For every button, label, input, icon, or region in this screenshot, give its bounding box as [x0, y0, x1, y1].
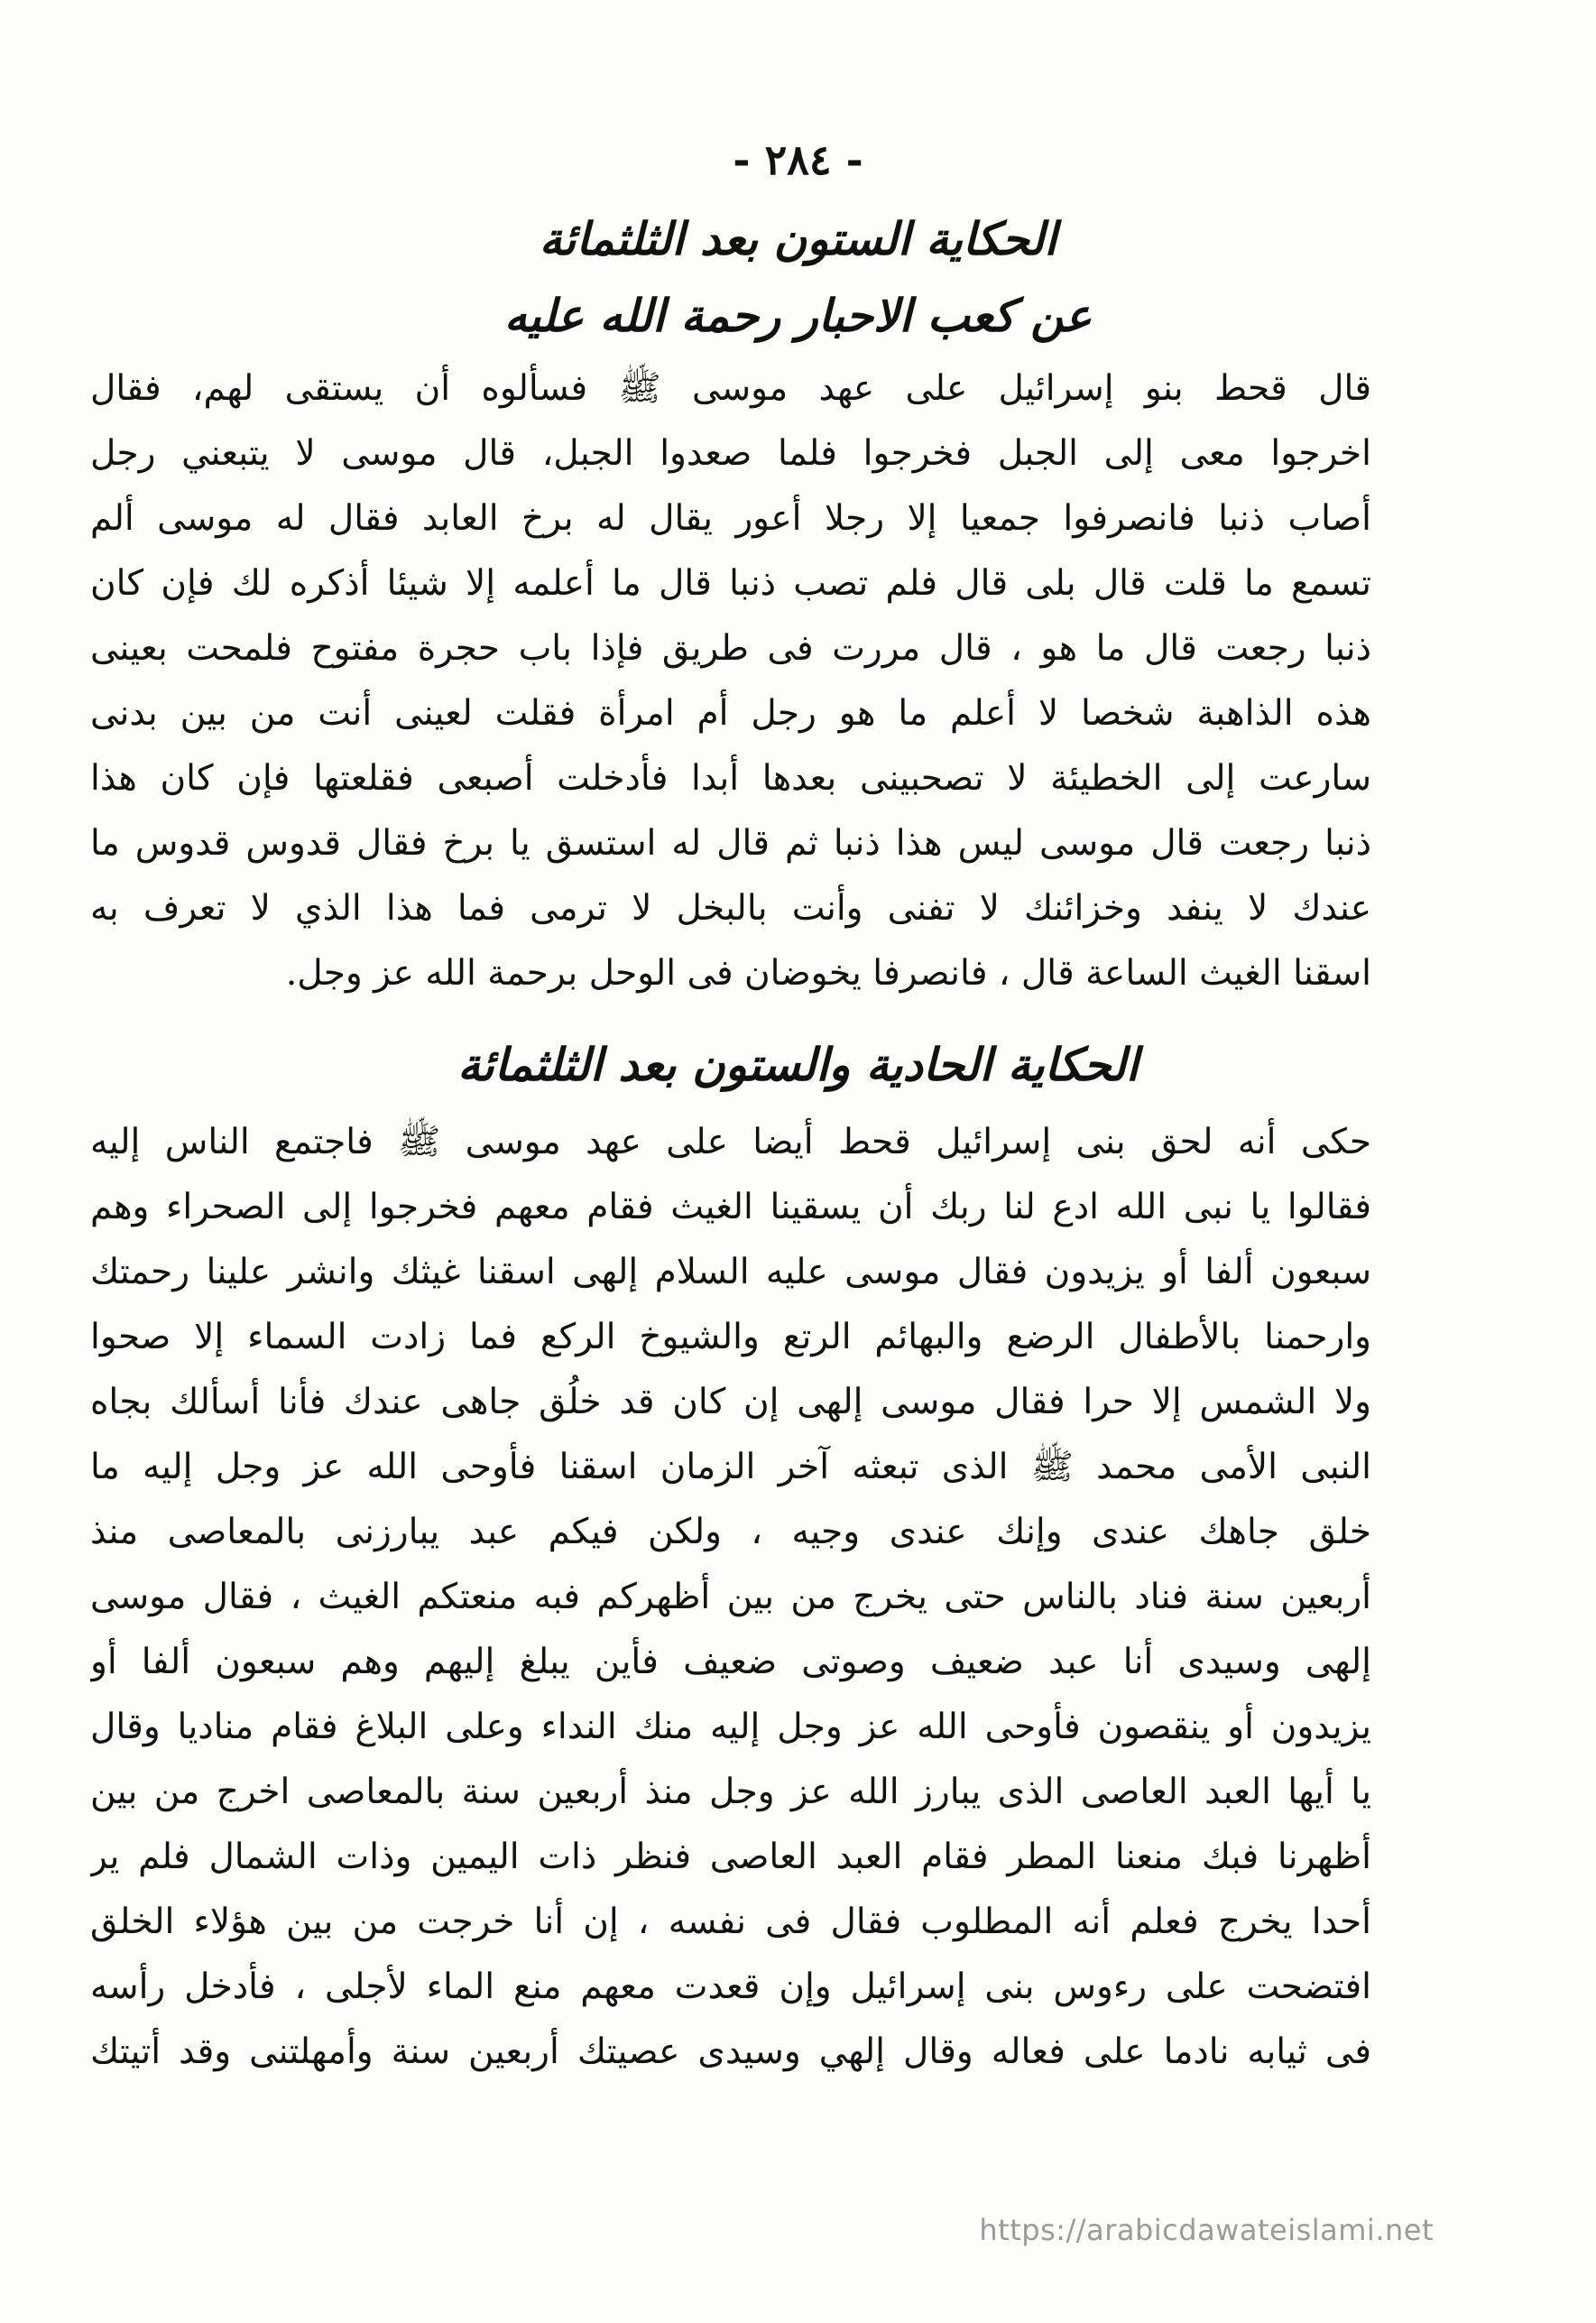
text-line: سبعون ألفا أو يزيدون فقال موسى عليه السلام إلهى اسقنا غيثك وانشر علينا رحمتك [90, 1252, 1371, 1292]
story-61-title: الحكاية الحادية والستون بعد الثلثمائة [457, 1039, 1139, 1091]
text-line: قال قحط بنو إسرائيل على عهد موسى ﷺ فسألوه أن يستقى لهم، فقال [90, 368, 1371, 409]
text-line: أربعين سنة فناد بالناس حتى يخرج من بين أظهركم فبه منعتكم الغيث ، فقال موسى [90, 1577, 1371, 1617]
story-61-body [90, 1110, 1371, 2085]
text-line: يزيدون أو ينقصون فأوحى الله عز وجل إليه منك النداء وعلى البلاغ فقام مناديا وقال [90, 1707, 1371, 1747]
text-line: عندك لا ينفد وخزائنك لا تفنى وأنت بالبخل لا ترمى فما هذا الذي لا تعرف به [90, 888, 1371, 929]
text-line: ذنبا رجعت قال موسى ليس هذا ذنبا ثم قال له استسق يا برخ فقال قدوس قدوس ما [90, 823, 1371, 864]
text-line: وارحمنا بالأطفال الرضع والبهائم الرتع والشيوخ الركع فما زادت السماء إلا صحوا [90, 1317, 1371, 1357]
text-line: اخرجوا معى إلى الجبل فخرجوا فلما صعدوا الجبل، قال موسى لا يتبعني رجل [90, 433, 1371, 474]
text-line: اسقنا الغيث الساعة قال ، فانصرفا يخوضان فى الوحل برحمة الله عز وجل. [285, 953, 1371, 994]
text-line: افتضحت على رءوس بنى إسرائيل وإن قعدت معهم منع الماء لأجلى ، فأدخل رأسه [90, 1967, 1371, 2007]
text-line: أظهرنا فبك منعنا المطر فقام العبد العاصى فنظر ذات اليمين وذات الشمال فلم ير [90, 1837, 1371, 1877]
text-line: ولا الشمس إلا حرا فقال موسى إلهى إن كان قد خلُق جاهى عندك فأنا أسألك بجاه [90, 1382, 1371, 1422]
text-line: يا أيها العبد العاصى الذى يبارز الله عز وجل منذ أربعين سنة بالمعاصى اخرج من بين [90, 1772, 1371, 1812]
text-line: سارعت إلى الخطيئة لا تصحبينى بعدها أبدا فأدخلت أصبعى فقلعتها فإن كان هذا [90, 758, 1371, 799]
page-number: - ٢٨٤ - [733, 135, 863, 184]
text-line: إلهى وسيدى أنا عبد ضعيف وصوتى ضعيف فأين يبلغ إليهم وهم سبعون ألفا أو [90, 1642, 1371, 1682]
story-60-body [90, 356, 1371, 1006]
watermark-url: https://arabicdawateislami.net [979, 2213, 1434, 2247]
story-60-subtitle: عن كعب الاحبار رحمة الله عليه [503, 290, 1093, 342]
text-line: فى ثيابه نادما على فعاله وقال إلهي وسيدى عصيتك أربعين سنة وأمهلتنى وقد أتيتك [90, 2031, 1371, 2072]
text-line: أحدا يخرج فعلم أنه المطلوب فقال فى نفسه ، إن أنا خرجت من بين هؤلاء الخلق [90, 1902, 1371, 1942]
text-line: فقالوا يا نبى الله ادع لنا ربك أن يسقينا الغيث فقام معهم فخرجوا إلى الصحراء وهم [90, 1187, 1371, 1227]
text-line: النبى الأمى محمد ﷺ الذى تبعثه آخر الزمان اسقنا فأوحى الله عز وجل إليه ما [90, 1447, 1371, 1487]
text-line: خلق جاهك عندى وإنك عندى وجيه ، ولكن فيكم عبد يبارزنى بالمعاصى منذ [90, 1512, 1371, 1552]
text-line: تسمع ما قلت قال بلى قال فلم تصب ذنبا قال ما أعلمه إلا شيئا أذكره لك فإن كان [90, 563, 1371, 604]
text-line: حكى أنه لحق بنى إسرائيل قحط أيضا على عهد موسى ﷺ فاجتمع الناس إليه [90, 1122, 1371, 1162]
story-60-title: الحكاية الستون بعد الثلثمائة [539, 213, 1057, 265]
text-line: هذه الذاهبة شخصا لا أعلم ما هو رجل أم امرأة فقلت لعينى أنت من بين بدنى [90, 693, 1371, 734]
text-line: أصاب ذنبا فانصرفوا جمعيا إلا رجلا أعور يقال له برخ العابد فقال له موسى ألم [90, 498, 1371, 539]
text-line: ذنبا رجعت قال ما هو ، قال مررت فى طريق فإذا باب حجرة مفتوح فلمحت بعينى [90, 628, 1371, 669]
